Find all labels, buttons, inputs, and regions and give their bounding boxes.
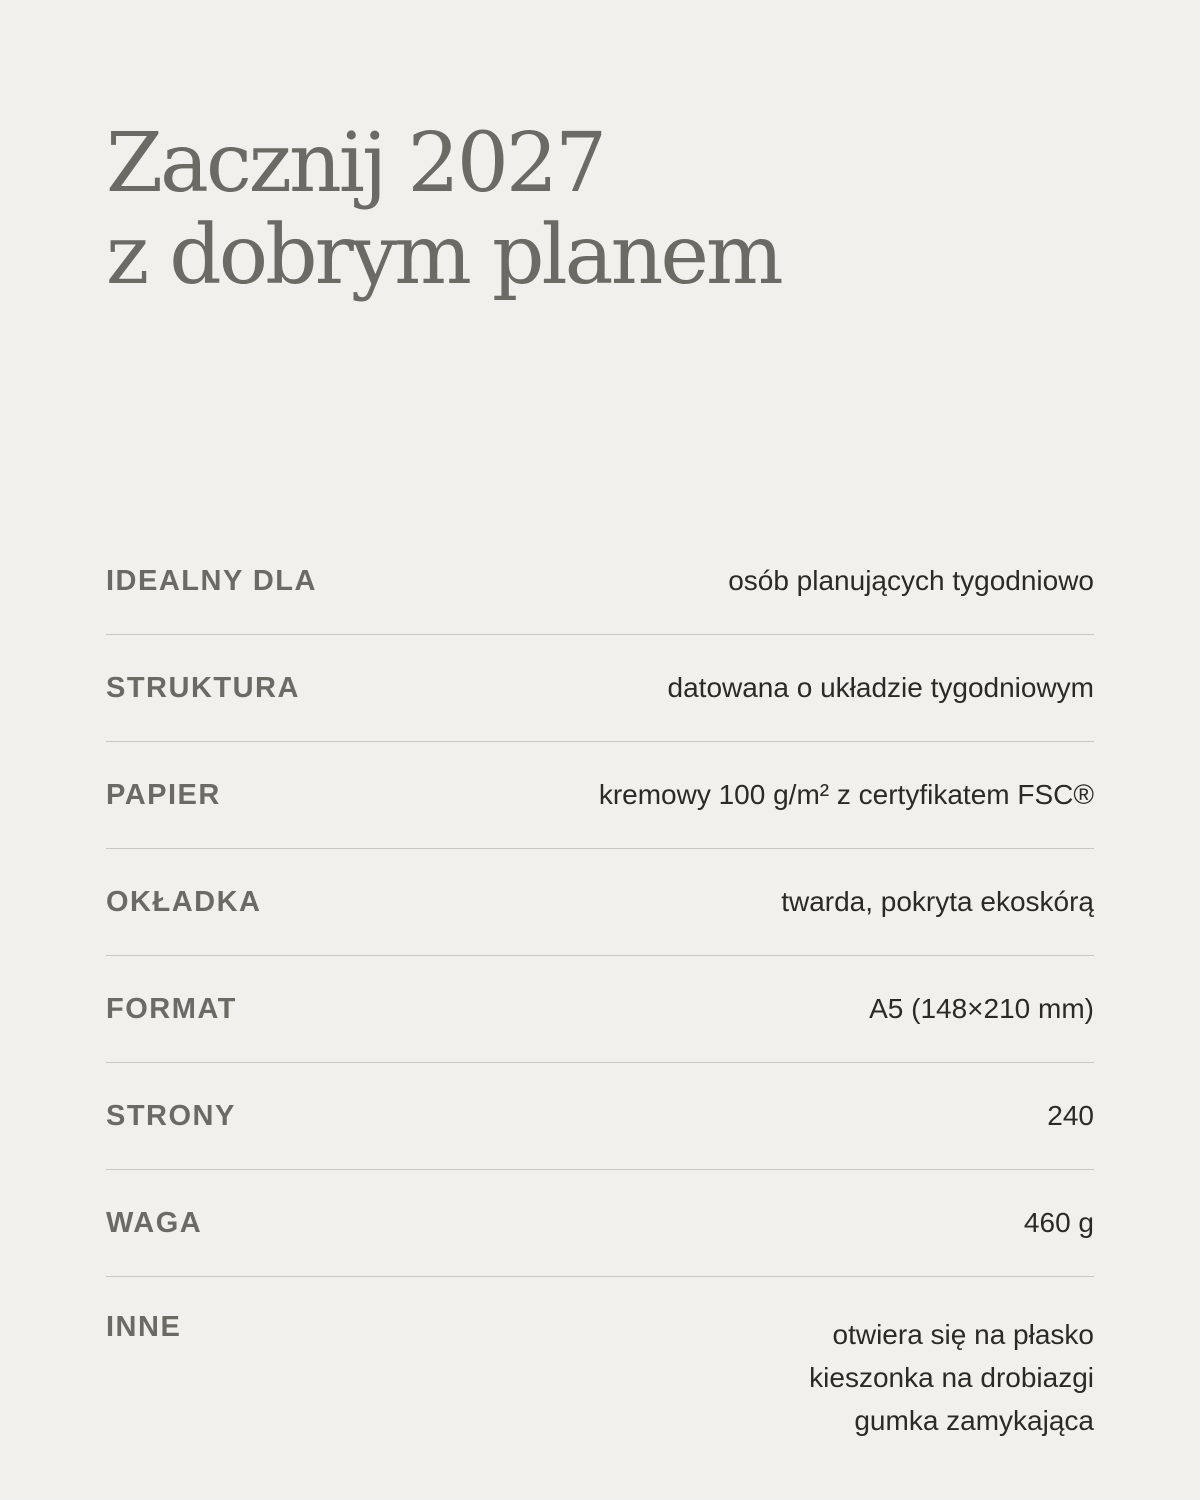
title-line-2: z dobrym planem — [106, 208, 781, 303]
spec-row-format — [106, 956, 1094, 1063]
spec-value-line: kieszonka na drobiazgi — [809, 1362, 1094, 1393]
spec-value: osób planujących tygodniowo — [728, 565, 1094, 596]
spec-value: 240 — [1047, 1100, 1094, 1131]
spec-label: INNE — [106, 1311, 182, 1343]
spec-row-struktura — [106, 635, 1094, 742]
spec-table — [106, 528, 1094, 1442]
spec-label: PAPIER — [106, 778, 221, 811]
spec-label: IDEALNY DLA — [106, 564, 317, 597]
spec-row-papier — [106, 742, 1094, 849]
spec-label: OKŁADKA — [106, 885, 262, 918]
title-line-1: Zacznij 2027 — [106, 116, 605, 211]
spec-value: kremowy 100 g/m² z certyfikatem FSC® — [598, 779, 1094, 810]
spec-value: A5 (148×210 mm) — [869, 993, 1094, 1024]
spec-row-strony — [106, 1063, 1094, 1170]
spec-value: 460 g — [1023, 1207, 1094, 1238]
spec-label: STRUKTURA — [106, 671, 300, 704]
spec-value-line: otwiera się na płasko — [832, 1319, 1094, 1350]
spec-value-list — [809, 1313, 1094, 1442]
spec-row-waga — [106, 1170, 1094, 1277]
spec-label: FORMAT — [106, 992, 237, 1025]
page-title — [106, 118, 781, 302]
spec-label: STRONY — [106, 1099, 236, 1132]
spec-label: WAGA — [106, 1206, 203, 1239]
spec-value-line: gumka zamykająca — [854, 1405, 1094, 1436]
spec-row-idealny-dla — [106, 528, 1094, 635]
spec-value: twarda, pokryta ekoskórą — [781, 886, 1094, 917]
spec-row-inne — [106, 1277, 1094, 1442]
spec-row-okladka — [106, 849, 1094, 956]
spec-value: datowana o układzie tygodniowym — [667, 672, 1094, 703]
